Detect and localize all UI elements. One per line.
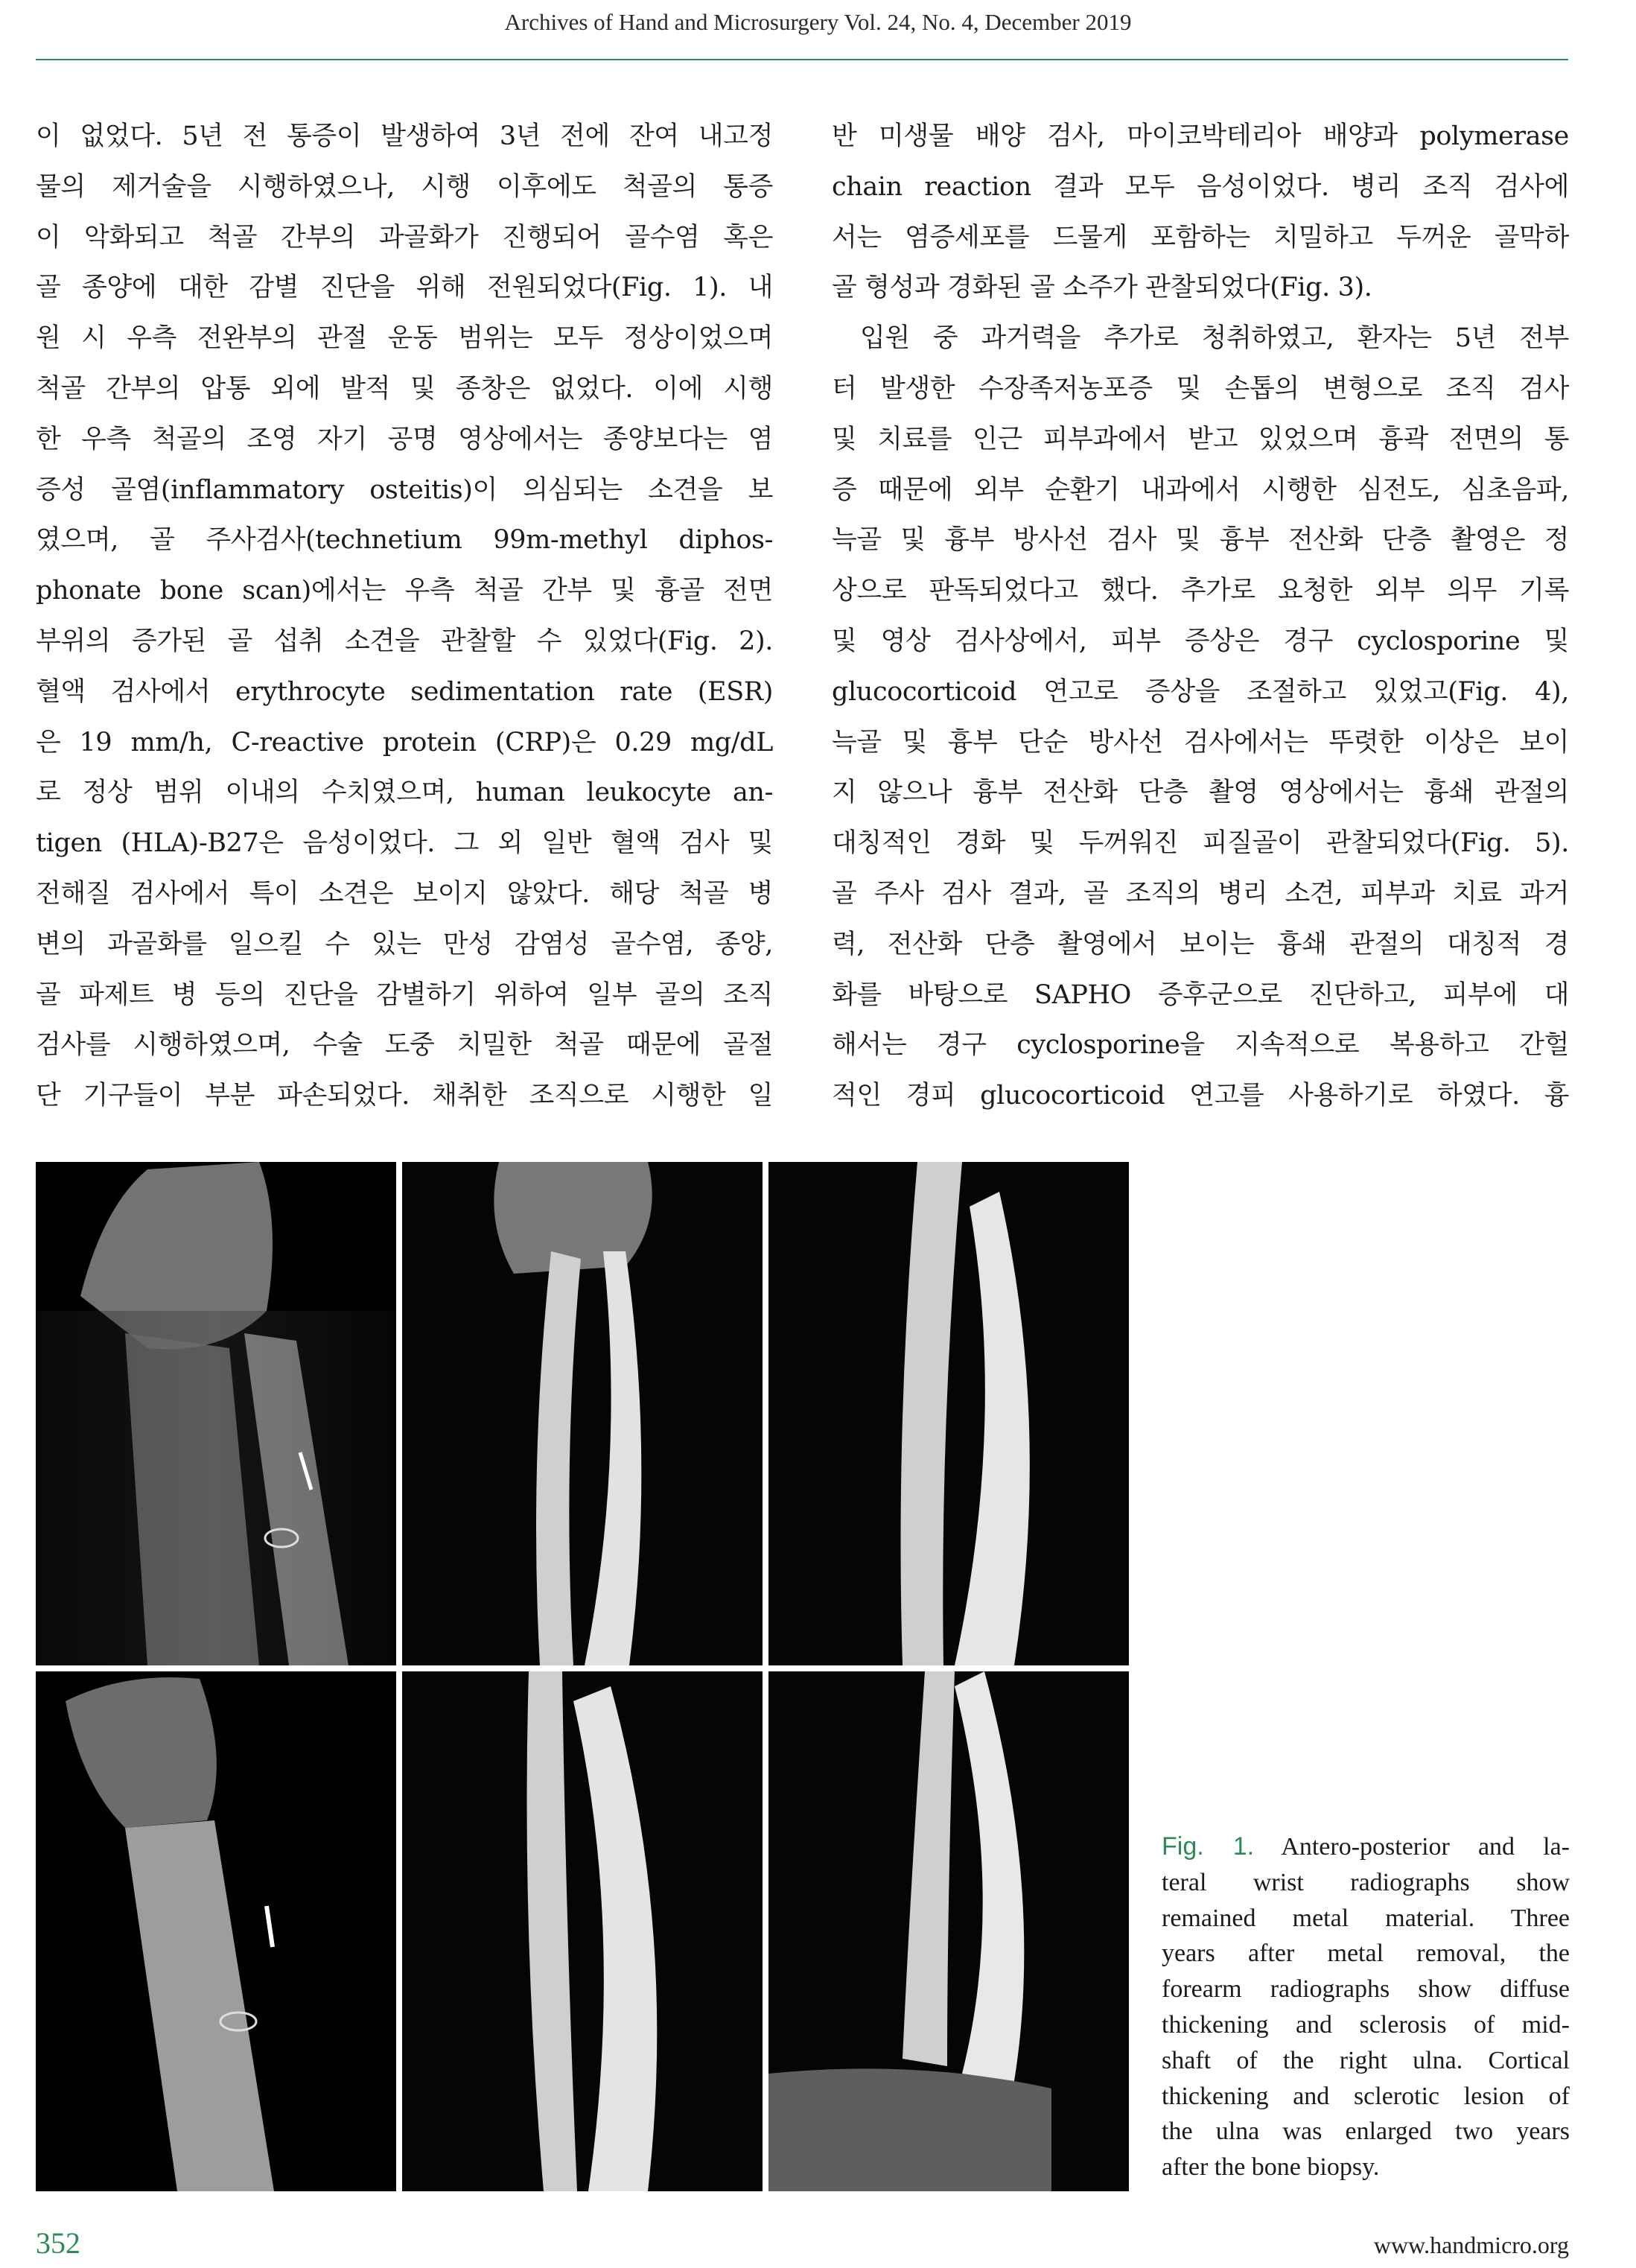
running-head: Archives of Hand and Microsurgery Vol. 24, No. 4, December 2019: [504, 9, 1132, 35]
figure-label: Fig. 1.: [1162, 1832, 1255, 1861]
caption-line: after the bone biopsy.: [1162, 2153, 1380, 2182]
text-line: 원 시 우측 전완부의 관절 운동 범위는 모두 정상이었으며: [36, 323, 773, 354]
text-line: 지 않으나 흉부 전산화 단층 촬영 영상에서는 흉쇄 관절의: [832, 778, 1569, 808]
radiograph-forearm-lateral-late: [768, 1671, 1129, 2191]
text-line: 은 19 mm/h, C-reactive protein (CRP)은 0.29 mg/dL: [36, 727, 773, 757]
radiograph-wrist-ap: [36, 1162, 396, 1665]
text-line: 물의 제거술을 시행하였으나, 시행 이후에도 척골의 통증: [36, 171, 773, 202]
text-line: glucocorticoid 연고로 증상을 조절하고 있었고(Fig. 4),: [832, 676, 1569, 707]
text-line: 한 우측 척골의 조영 자기 공명 영상에서는 종양보다는 염: [36, 424, 773, 454]
text-line: 전해질 검사에서 특이 소견은 보이지 않았다. 해당 척골 병: [36, 878, 773, 909]
caption-line: remained metal material. Three: [1162, 1904, 1570, 1932]
text-line: 상으로 판독되었다고 했다. 추가로 요청한 외부 의무 기록: [832, 576, 1569, 606]
text-line: 입원 중 과거력을 추가로 청취하였고, 환자는 5년 전부: [860, 323, 1569, 354]
text-line: 늑골 및 흉부 방사선 검사 및 흉부 전산화 단층 촬영은 정: [832, 525, 1569, 556]
text-line: 혈액 검사에서 erythrocyte sedimentation rate (ESR): [36, 676, 773, 707]
text-line: 대칭적인 경화 및 두꺼워진 피질골이 관찰되었다(Fig. 5).: [832, 828, 1569, 859]
text-line: 및 영상 검사상에서, 피부 증상은 경구 cyclosporine 및: [832, 626, 1569, 656]
text-line: 검사를 시행하였으며, 수술 도중 치밀한 척골 때문에 골절: [36, 1030, 773, 1061]
text-line: 골 종양에 대한 감별 진단을 위해 전원되었다(Fig. 1). 내: [36, 273, 773, 303]
caption-line: shaft of the right ulna. Cortical: [1162, 2046, 1570, 2074]
text-line: 였으며, 골 주사검사(technetium 99m-methyl diphos-: [36, 525, 773, 556]
radiograph-forearm-ap-late: [402, 1671, 763, 2191]
text-line: 화를 바탕으로 SAPHO 증후군으로 진단하고, 피부에 대: [832, 979, 1569, 1010]
radiograph-forearm-ap-early: [402, 1162, 763, 1665]
text-line: 터 발생한 수장족저농포증 및 손톱의 변형으로 조직 검사: [832, 373, 1569, 404]
text-line: phonate bone scan)에서는 우측 척골 간부 및 흉골 전면: [36, 576, 773, 606]
caption-line: thickening and sclerosis of mid-: [1162, 2010, 1570, 2039]
caption-line: thickening and sclerotic lesion of: [1162, 2082, 1570, 2110]
journal-website: www.handmicro.org: [1373, 2232, 1569, 2258]
page-number: 352: [36, 2226, 80, 2260]
text-line: 골 주사 검사 결과, 골 조직의 병리 소견, 피부과 치료 과거: [832, 878, 1569, 909]
radiograph-forearm-lateral-early: [768, 1162, 1129, 1665]
text-line: 이 악화되고 척골 간부의 과골화가 진행되어 골수염 혹은: [36, 222, 773, 252]
caption-line: years after metal removal, the: [1162, 1940, 1570, 1968]
text-line: 및 치료를 인근 피부과에서 받고 있었으며 흉곽 전면의 통: [832, 424, 1569, 454]
text-line: 반 미생물 배양 검사, 마이코박테리아 배양과 polymerase: [832, 121, 1569, 151]
radiograph-wrist-lateral: [36, 1671, 396, 2191]
text-line: 증 때문에 외부 순환기 내과에서 시행한 심전도, 심초음파,: [832, 474, 1569, 505]
text-line: 적인 경피 glucocorticoid 연고를 사용하기로 하였다. 흉: [832, 1081, 1569, 1111]
text-line: chain reaction 결과 모두 음성이었다. 병리 조직 검사에: [832, 171, 1569, 202]
text-line: 해서는 경구 cyclosporine을 지속적으로 복용하고 간헐: [832, 1030, 1569, 1061]
caption-line: Antero-posterior and la-: [1254, 1833, 1570, 1861]
text-line: 골 파제트 병 등의 진단을 감별하기 위하여 일부 골의 조직: [36, 979, 773, 1010]
header-divider: [36, 59, 1568, 60]
caption-line: forearm radiographs show diffuse: [1162, 1975, 1570, 2004]
caption-line: the ulna was enlarged two years: [1162, 2118, 1570, 2146]
text-line: 척골 간부의 압통 외에 발적 및 종창은 없었다. 이에 시행: [36, 373, 773, 404]
body-column-left: [36, 112, 773, 1122]
text-line: tigen (HLA)-B27은 음성이었다. 그 외 일반 혈액 검사 및: [36, 828, 773, 859]
body-column-right: [832, 112, 1569, 1122]
text-line: 단 기구들이 부분 파손되었다. 채취한 조직으로 시행한 일: [36, 1081, 773, 1111]
text-line: 증성 골염(inflammatory osteitis)이 의심되는 소견을 보: [36, 474, 773, 505]
text-line: 서는 염증세포를 드물게 포함하는 치밀하고 두꺼운 골막하: [832, 222, 1569, 252]
caption-line: teral wrist radiographs show: [1162, 1868, 1570, 1896]
text-line: 이 없었다. 5년 전 통증이 발생하여 3년 전에 잔여 내고정: [36, 121, 773, 151]
figure-caption: [1162, 1829, 1570, 2185]
text-line: 로 정상 범위 이내의 수치였으며, human leukocyte an-: [36, 778, 773, 808]
text-line: 골 형성과 경화된 골 소주가 관찰되었다(Fig. 3).: [832, 273, 1372, 303]
text-line: 늑골 및 흉부 단순 방사선 검사에서는 뚜렷한 이상은 보이: [832, 727, 1569, 757]
figure-1-radiograph-grid: [36, 1162, 1129, 2191]
text-line: 부위의 증가된 골 섭취 소견을 관찰할 수 있었다(Fig. 2).: [36, 626, 773, 656]
text-line: 변의 과골화를 일으킬 수 있는 만성 감염성 골수염, 종양,: [36, 929, 773, 959]
text-line: 력, 전산화 단층 촬영에서 보이는 흉쇄 관절의 대칭적 경: [832, 929, 1569, 959]
